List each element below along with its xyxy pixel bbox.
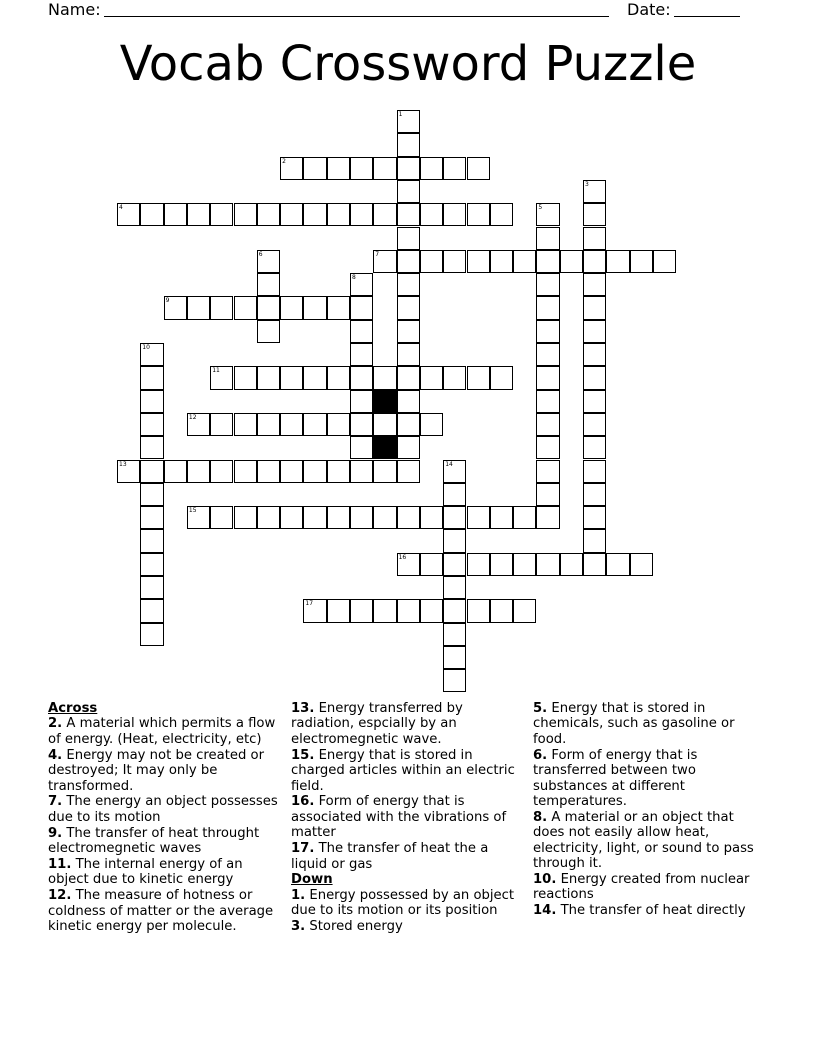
grid-cell[interactable] bbox=[536, 273, 559, 296]
grid-cell[interactable] bbox=[234, 413, 257, 436]
clue-number: 9 bbox=[165, 297, 170, 305]
grid-cell[interactable] bbox=[280, 157, 303, 180]
grid-cell[interactable] bbox=[140, 483, 163, 506]
grid-cell[interactable] bbox=[397, 460, 420, 483]
grid-cell[interactable] bbox=[140, 413, 163, 436]
grid-cell[interactable] bbox=[327, 157, 350, 180]
grid-cell[interactable] bbox=[257, 273, 280, 296]
grid-cell[interactable] bbox=[350, 506, 373, 529]
grid-cell[interactable] bbox=[373, 599, 396, 622]
grid-cell[interactable] bbox=[234, 366, 257, 389]
grid-cell[interactable] bbox=[210, 460, 233, 483]
grid-cell[interactable] bbox=[350, 413, 373, 436]
grid-cell[interactable] bbox=[536, 436, 559, 459]
grid-cell[interactable] bbox=[140, 506, 163, 529]
grid-cell[interactable] bbox=[257, 320, 280, 343]
grid-cell[interactable] bbox=[583, 366, 606, 389]
grid-cell[interactable] bbox=[350, 343, 373, 366]
clue-text: Form of energy that is associated with the vibrations of matter bbox=[291, 794, 507, 841]
clue-text: Energy transferred by radiation, espcially by an electromegnetic wave. bbox=[291, 701, 463, 747]
clue-number-label: 1. bbox=[291, 887, 306, 903]
clue-item bbox=[48, 888, 284, 934]
grid-cell[interactable] bbox=[583, 250, 606, 273]
grid-cell[interactable] bbox=[490, 366, 513, 389]
clue-section-title: Across bbox=[48, 701, 98, 716]
grid-cell[interactable] bbox=[164, 203, 187, 226]
clue-item bbox=[48, 716, 284, 747]
grid-cell[interactable] bbox=[280, 203, 303, 226]
clue-number-label: 8. bbox=[533, 809, 548, 825]
grid-cell[interactable] bbox=[187, 506, 210, 529]
grid-cell[interactable] bbox=[257, 296, 280, 319]
grid-cell[interactable] bbox=[373, 413, 396, 436]
grid-cell[interactable] bbox=[257, 203, 280, 226]
grid-cell[interactable] bbox=[536, 320, 559, 343]
grid-cell[interactable] bbox=[303, 366, 326, 389]
clue-text: Energy that is stored in chemicals, such as gasoline or food. bbox=[533, 701, 735, 747]
clue-text: The transfer of heat directly bbox=[556, 903, 746, 919]
grid-cell[interactable] bbox=[606, 553, 629, 576]
clue-number: 4 bbox=[119, 204, 123, 212]
clue-item bbox=[48, 748, 284, 794]
grid-cell[interactable] bbox=[443, 483, 466, 506]
clue-number-label: 13. bbox=[291, 701, 315, 716]
grid-cell[interactable] bbox=[257, 366, 280, 389]
grid-cell[interactable] bbox=[303, 413, 326, 436]
grid-cell[interactable] bbox=[467, 553, 490, 576]
grid-cell[interactable] bbox=[443, 599, 466, 622]
grid-cell[interactable] bbox=[187, 460, 210, 483]
clue-number: 2 bbox=[282, 157, 286, 165]
grid-cell[interactable] bbox=[583, 296, 606, 319]
grid-cell[interactable] bbox=[303, 506, 326, 529]
grid-cell[interactable] bbox=[490, 553, 513, 576]
clue-text: The transfer of heat throught electromegnetic waves bbox=[48, 825, 260, 857]
grid-cell[interactable] bbox=[490, 506, 513, 529]
clue-number-label: 2. bbox=[48, 716, 63, 732]
clue-column-1 bbox=[48, 701, 284, 935]
clue-number: 13 bbox=[119, 460, 127, 468]
grid-cell[interactable] bbox=[583, 203, 606, 226]
grid-cell[interactable] bbox=[583, 320, 606, 343]
grid-cell[interactable] bbox=[443, 203, 466, 226]
grid-cell[interactable] bbox=[210, 203, 233, 226]
clue-number-label: 15. bbox=[291, 747, 315, 763]
grid-cell[interactable] bbox=[513, 250, 536, 273]
black-cell bbox=[373, 436, 396, 459]
clue-text: Stored energy bbox=[305, 919, 403, 935]
grid-cell[interactable] bbox=[397, 227, 420, 250]
grid-cell[interactable] bbox=[280, 296, 303, 319]
grid-cell[interactable] bbox=[327, 296, 350, 319]
grid-cell[interactable] bbox=[443, 646, 466, 669]
grid-cell[interactable] bbox=[280, 366, 303, 389]
grid-cell[interactable] bbox=[397, 366, 420, 389]
grid-cell[interactable] bbox=[420, 157, 443, 180]
grid-cell[interactable] bbox=[536, 506, 559, 529]
grid-cell[interactable] bbox=[327, 413, 350, 436]
grid-cell[interactable] bbox=[653, 250, 676, 273]
grid-cell[interactable] bbox=[257, 250, 280, 273]
grid-cell[interactable] bbox=[397, 133, 420, 156]
clue-number-label: 12. bbox=[48, 888, 72, 904]
grid-cell[interactable] bbox=[560, 553, 583, 576]
clue-number-label: 7. bbox=[48, 794, 63, 810]
clue-number-label: 14. bbox=[533, 903, 557, 919]
grid-cell[interactable] bbox=[443, 366, 466, 389]
grid-cell[interactable] bbox=[443, 576, 466, 599]
grid-cell[interactable] bbox=[350, 320, 373, 343]
grid-cell[interactable] bbox=[420, 413, 443, 436]
grid-cell[interactable] bbox=[140, 576, 163, 599]
grid-cell[interactable] bbox=[350, 157, 373, 180]
grid-cell[interactable] bbox=[443, 460, 466, 483]
grid-cell[interactable] bbox=[210, 413, 233, 436]
grid-cell[interactable] bbox=[210, 296, 233, 319]
grid-cell[interactable] bbox=[373, 157, 396, 180]
clue-item bbox=[48, 794, 284, 825]
clue-item bbox=[291, 919, 527, 934]
clue-item bbox=[533, 872, 769, 903]
grid-cell[interactable] bbox=[536, 296, 559, 319]
grid-cell[interactable] bbox=[397, 110, 420, 133]
grid-cell[interactable] bbox=[280, 460, 303, 483]
grid-cell[interactable] bbox=[140, 436, 163, 459]
grid-cell[interactable] bbox=[373, 250, 396, 273]
clue-item bbox=[533, 903, 769, 918]
grid-cell[interactable] bbox=[117, 460, 140, 483]
clue-number-label: 6. bbox=[533, 747, 548, 763]
clue-number-label: 10. bbox=[533, 871, 557, 887]
clue-item bbox=[291, 841, 527, 872]
grid-cell[interactable] bbox=[536, 366, 559, 389]
grid-cell[interactable] bbox=[397, 157, 420, 180]
grid-cell[interactable] bbox=[397, 203, 420, 226]
clue-text: The transfer of heat the a liquid or gas bbox=[291, 841, 489, 872]
grid-cell[interactable] bbox=[397, 320, 420, 343]
grid-cell[interactable] bbox=[420, 553, 443, 576]
clue-item bbox=[533, 701, 769, 747]
grid-cell[interactable] bbox=[350, 366, 373, 389]
grid-cell[interactable] bbox=[420, 203, 443, 226]
grid-cell[interactable] bbox=[513, 506, 536, 529]
clue-number-label: 9. bbox=[48, 825, 63, 841]
grid-cell[interactable] bbox=[490, 599, 513, 622]
grid-cell[interactable] bbox=[513, 599, 536, 622]
clue-text: A material or an object that does not easily allow heat, electricity, light, or sound to pass through it. bbox=[533, 809, 754, 872]
clue-item bbox=[48, 857, 284, 888]
grid-cell[interactable] bbox=[303, 157, 326, 180]
clue-number: 11 bbox=[212, 367, 220, 375]
grid-cell[interactable] bbox=[420, 599, 443, 622]
grid-cell[interactable] bbox=[397, 553, 420, 576]
clue-item bbox=[48, 826, 284, 857]
grid-cell[interactable] bbox=[420, 250, 443, 273]
grid-cell[interactable] bbox=[373, 203, 396, 226]
clue-text: Form of energy that is transferred between two substances at different temperatures. bbox=[533, 747, 698, 809]
grid-cell[interactable] bbox=[467, 366, 490, 389]
grid-cell[interactable] bbox=[140, 460, 163, 483]
black-cell bbox=[373, 390, 396, 413]
grid-cell[interactable] bbox=[420, 366, 443, 389]
grid-cell[interactable] bbox=[536, 227, 559, 250]
grid-cell[interactable] bbox=[373, 506, 396, 529]
grid-cell[interactable] bbox=[327, 599, 350, 622]
grid-cell[interactable] bbox=[443, 506, 466, 529]
grid-cell[interactable] bbox=[443, 250, 466, 273]
grid-cell[interactable] bbox=[443, 157, 466, 180]
clue-item bbox=[291, 888, 527, 919]
grid-cell[interactable] bbox=[187, 413, 210, 436]
grid-cell[interactable] bbox=[583, 483, 606, 506]
clue-number: 14 bbox=[445, 460, 453, 468]
grid-cell[interactable] bbox=[443, 529, 466, 552]
clue-text: The internal energy of an object due to kinetic energy bbox=[48, 857, 243, 888]
grid-cell[interactable] bbox=[536, 343, 559, 366]
grid-cell[interactable] bbox=[467, 203, 490, 226]
grid-cell[interactable] bbox=[327, 203, 350, 226]
grid-cell[interactable] bbox=[630, 553, 653, 576]
grid-cell[interactable] bbox=[490, 250, 513, 273]
grid-cell[interactable] bbox=[397, 390, 420, 413]
grid-cell[interactable] bbox=[630, 250, 653, 273]
page-title: Vocab Crossword Puzzle bbox=[119, 36, 697, 92]
clue-number: 17 bbox=[305, 600, 314, 608]
grid-cell[interactable] bbox=[583, 436, 606, 459]
clue-text: Energy possessed by an object due to its motion or its position bbox=[291, 887, 515, 919]
grid-cell[interactable] bbox=[140, 529, 163, 552]
clue-number: 10 bbox=[142, 344, 150, 351]
date-label: Date: bbox=[627, 0, 671, 19]
grid-cell[interactable] bbox=[303, 460, 326, 483]
grid-cell[interactable] bbox=[210, 366, 233, 389]
clue-number: 15 bbox=[188, 507, 197, 515]
clue-number: 6 bbox=[258, 250, 263, 258]
clue-number: 5 bbox=[538, 204, 543, 212]
grid-cell[interactable] bbox=[140, 366, 163, 389]
grid-cell[interactable] bbox=[140, 203, 163, 226]
clue-item bbox=[291, 794, 527, 840]
grid-cell[interactable] bbox=[536, 413, 559, 436]
grid-cell[interactable] bbox=[257, 413, 280, 436]
grid-cell[interactable] bbox=[536, 460, 559, 483]
clue-number: 1 bbox=[398, 111, 403, 118]
grid-cell[interactable] bbox=[397, 599, 420, 622]
grid-cell[interactable] bbox=[420, 506, 443, 529]
grid-cell[interactable] bbox=[467, 599, 490, 622]
grid-cell[interactable] bbox=[350, 273, 373, 296]
grid-cell[interactable] bbox=[303, 599, 326, 622]
grid-cell[interactable] bbox=[280, 506, 303, 529]
grid-cell[interactable] bbox=[397, 436, 420, 459]
grid-cell[interactable] bbox=[397, 413, 420, 436]
grid-cell[interactable] bbox=[373, 366, 396, 389]
clue-item bbox=[533, 810, 769, 872]
grid-cell[interactable] bbox=[583, 227, 606, 250]
grid-cell[interactable] bbox=[606, 250, 629, 273]
clue-number-label: 4. bbox=[48, 747, 63, 763]
clue-section-title: Down bbox=[291, 872, 333, 888]
clue-number: 12 bbox=[188, 413, 197, 421]
grid-cell[interactable] bbox=[467, 250, 490, 273]
clue-item bbox=[291, 701, 527, 747]
grid-cell[interactable] bbox=[467, 157, 490, 180]
clue-number-label: 16. bbox=[291, 794, 315, 810]
grid-cell[interactable] bbox=[373, 460, 396, 483]
clue-text: Energy may not be created or destroyed; It may only be transformed. bbox=[48, 747, 265, 794]
clue-column-3 bbox=[533, 701, 769, 919]
grid-cell[interactable] bbox=[397, 273, 420, 296]
grid-cell[interactable] bbox=[397, 250, 420, 273]
grid-cell[interactable] bbox=[280, 413, 303, 436]
clue-number: 8 bbox=[352, 274, 356, 282]
name-label: Name: bbox=[48, 0, 101, 19]
grid-cell[interactable] bbox=[397, 343, 420, 366]
clue-item bbox=[533, 748, 769, 810]
grid-cell[interactable] bbox=[117, 203, 140, 226]
grid-cell[interactable] bbox=[187, 203, 210, 226]
grid-cell[interactable] bbox=[140, 343, 163, 366]
grid-cell[interactable] bbox=[397, 180, 420, 203]
grid-cell[interactable] bbox=[140, 553, 163, 576]
grid-cell[interactable] bbox=[234, 203, 257, 226]
grid-cell[interactable] bbox=[350, 296, 373, 319]
grid-cell[interactable] bbox=[443, 669, 466, 692]
grid-cell[interactable] bbox=[397, 296, 420, 319]
grid-cell[interactable] bbox=[303, 296, 326, 319]
grid-cell[interactable] bbox=[140, 623, 163, 646]
clue-number: 7 bbox=[375, 250, 380, 258]
grid-cell[interactable] bbox=[583, 506, 606, 529]
clue-column-2 bbox=[291, 701, 527, 935]
grid-cell[interactable] bbox=[327, 506, 350, 529]
grid-cell[interactable] bbox=[397, 506, 420, 529]
clue-text: Energy created from nuclear reactions bbox=[533, 871, 750, 903]
grid-cell[interactable] bbox=[164, 296, 187, 319]
grid-cell[interactable] bbox=[350, 599, 373, 622]
grid-cell[interactable] bbox=[443, 623, 466, 646]
grid-cell[interactable] bbox=[164, 460, 187, 483]
clue-text: The measure of hotness or coldness of matter or the average kinetic energy per molecule. bbox=[48, 888, 274, 935]
grid-cell[interactable] bbox=[583, 273, 606, 296]
clue-number: 3 bbox=[585, 180, 589, 188]
clue-number-label: 3. bbox=[291, 919, 306, 935]
grid-cell[interactable] bbox=[583, 413, 606, 436]
clue-number: 16 bbox=[398, 553, 407, 561]
grid-cell[interactable] bbox=[257, 460, 280, 483]
grid-cell[interactable] bbox=[513, 553, 536, 576]
clue-number-label: 11. bbox=[48, 857, 72, 873]
grid-cell[interactable] bbox=[583, 390, 606, 413]
grid-cell[interactable] bbox=[536, 483, 559, 506]
clue-text: The energy an object possesses due to its motion bbox=[48, 794, 278, 825]
clue-item bbox=[291, 748, 527, 794]
grid-cell[interactable] bbox=[327, 460, 350, 483]
grid-cell[interactable] bbox=[536, 553, 559, 576]
grid-cell[interactable] bbox=[350, 390, 373, 413]
grid-cell[interactable] bbox=[140, 599, 163, 622]
grid-cell[interactable] bbox=[443, 553, 466, 576]
grid-cell[interactable] bbox=[210, 506, 233, 529]
clue-text: A material which permits a flow of energy. (Heat, electricity, etc) bbox=[48, 716, 276, 747]
grid-cell[interactable] bbox=[583, 553, 606, 576]
grid-cell[interactable] bbox=[234, 296, 257, 319]
grid-cell[interactable] bbox=[350, 436, 373, 459]
grid-cell[interactable] bbox=[257, 506, 280, 529]
grid-cell[interactable] bbox=[536, 203, 559, 226]
clue-number-label: 17. bbox=[291, 841, 315, 857]
grid-cell[interactable] bbox=[140, 390, 163, 413]
grid-cell[interactable] bbox=[490, 203, 513, 226]
clue-number-label: 5. bbox=[533, 701, 548, 716]
grid-cell[interactable] bbox=[536, 250, 559, 273]
grid-cell[interactable] bbox=[467, 506, 490, 529]
clue-text: Energy that is stored in charged articles within an electric field. bbox=[291, 747, 515, 794]
grid-cell[interactable] bbox=[583, 180, 606, 203]
grid-cell[interactable] bbox=[560, 250, 583, 273]
grid-cell[interactable] bbox=[583, 343, 606, 366]
grid-cell[interactable] bbox=[187, 296, 210, 319]
grid-cell[interactable] bbox=[583, 529, 606, 552]
grid-cell[interactable] bbox=[536, 390, 559, 413]
grid-cell[interactable] bbox=[583, 460, 606, 483]
grid-cell[interactable] bbox=[234, 506, 257, 529]
grid-cell[interactable] bbox=[350, 203, 373, 226]
grid-cell[interactable] bbox=[234, 460, 257, 483]
grid-cell[interactable] bbox=[303, 203, 326, 226]
grid-cell[interactable] bbox=[350, 460, 373, 483]
grid-cell[interactable] bbox=[327, 366, 350, 389]
